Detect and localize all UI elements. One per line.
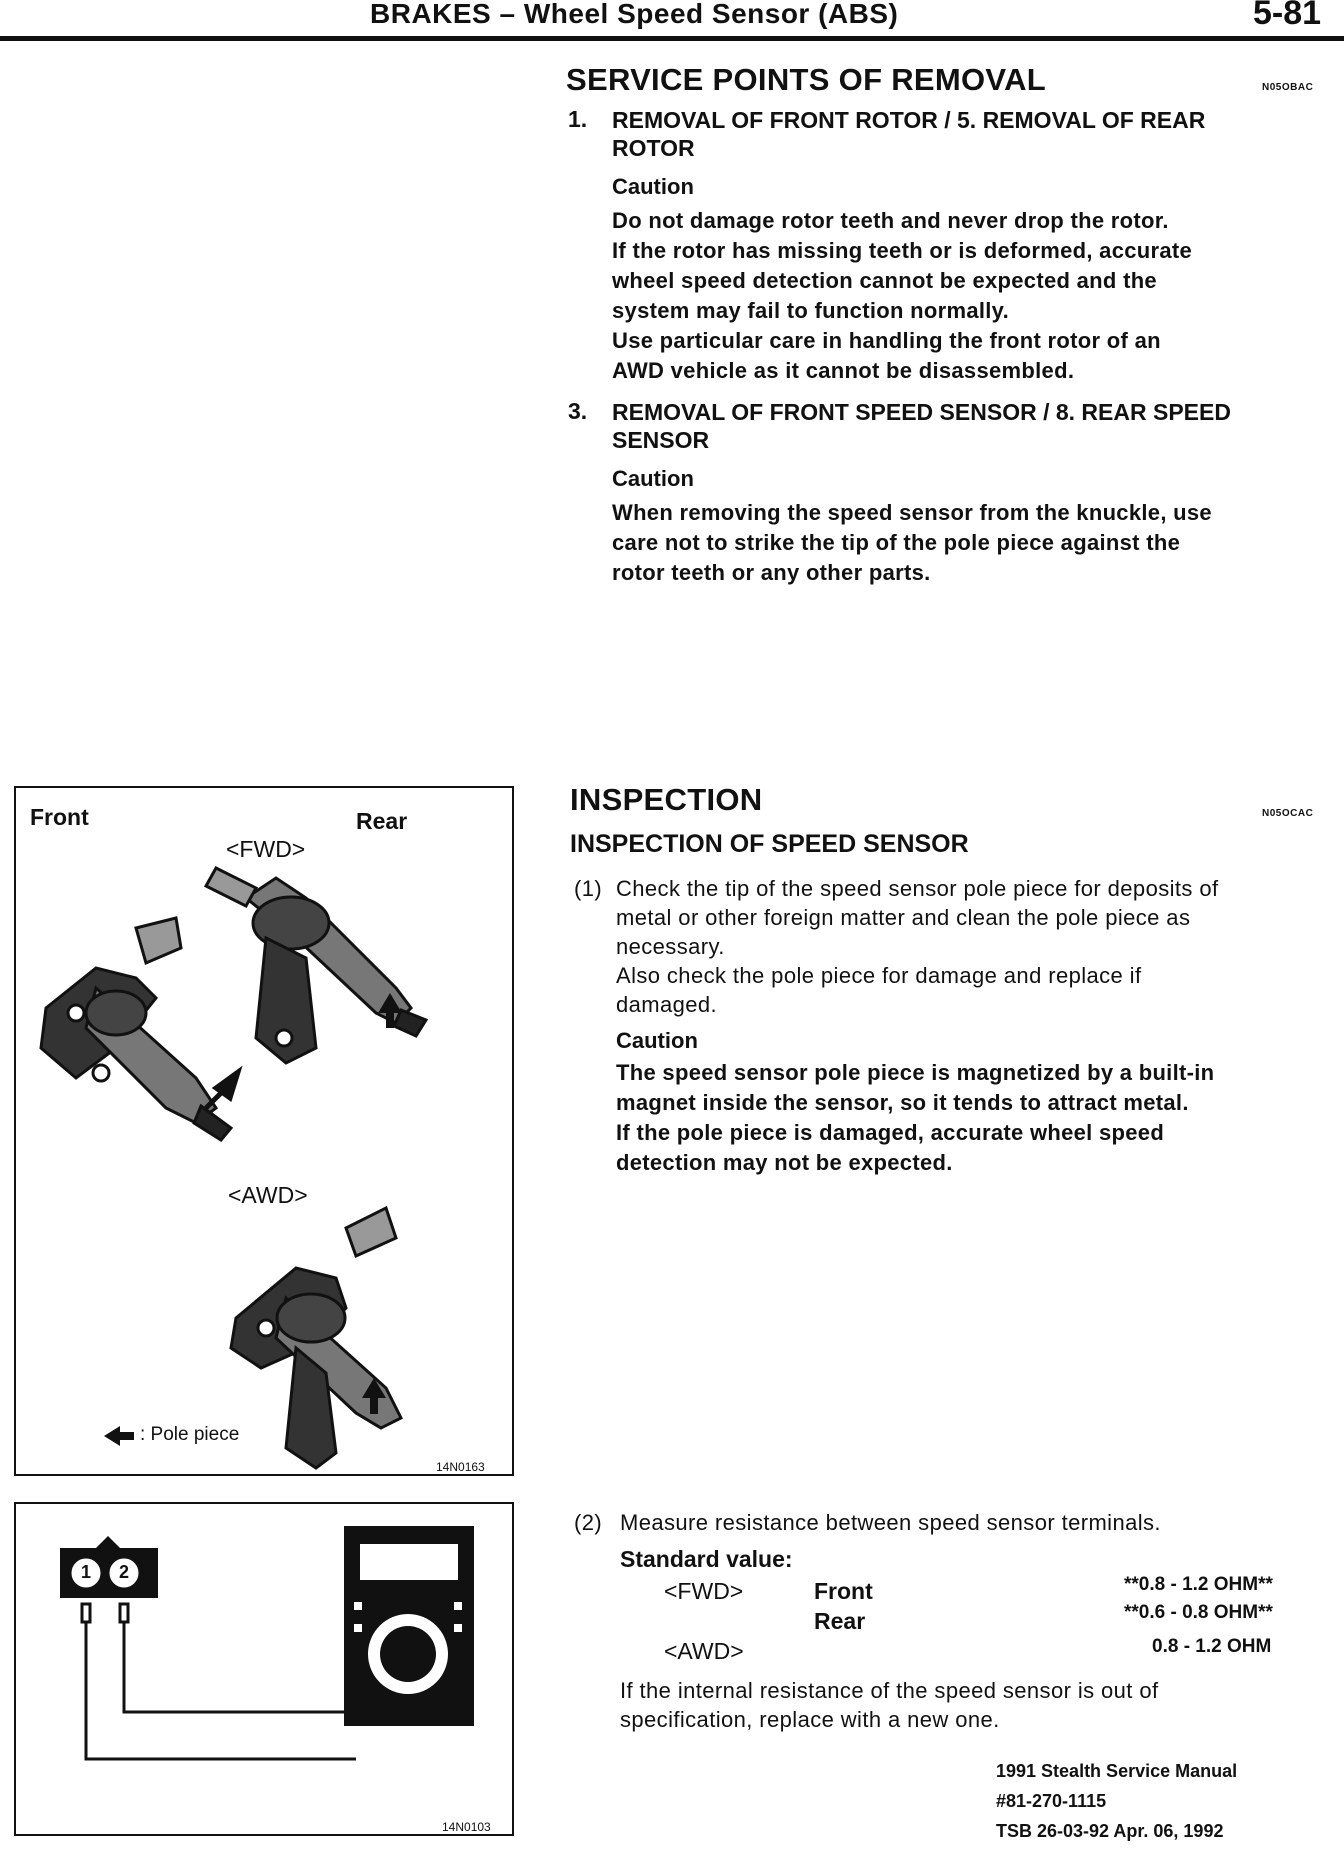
spec-drive-fwd: <FWD> — [664, 1578, 744, 1604]
text-line: Do not damage rotor teeth and never drop the rotor. — [612, 208, 1169, 233]
page-header-title: BRAKES – Wheel Speed Sensor (ABS) — [370, 0, 899, 29]
text-line: metal or other foreign matter and clean the pole piece as — [616, 905, 1191, 930]
removal-item1-title-2: ROTOR — [612, 135, 695, 161]
text-line: necessary. — [616, 934, 725, 959]
removal-item3-caution: Caution — [612, 466, 694, 491]
step2-note — [620, 1676, 1336, 1734]
figure-speed-sensors — [14, 786, 514, 1476]
meter-display — [360, 1544, 458, 1580]
removal-code: N05OBAC — [1262, 82, 1314, 93]
sensor-illustration — [16, 788, 512, 1474]
rear-sensor-drawing — [206, 868, 426, 1063]
text-line: specification, replace with a new one. — [620, 1707, 1000, 1732]
text-line: system may fail to function normally. — [612, 298, 1010, 323]
text-line: If the internal resistance of the speed sensor is out of — [620, 1678, 1159, 1703]
removal-item1-title-1: REMOVAL OF FRONT ROTOR / 5. REMOVAL OF REAR — [612, 107, 1206, 133]
standard-value-label: Standard value: — [620, 1546, 793, 1572]
inspection-subheading: INSPECTION OF SPEED SENSOR — [570, 830, 969, 858]
legend-arrow-icon — [104, 1426, 134, 1446]
figure-rear-label: Rear — [356, 808, 408, 834]
figure-front-label: Front — [30, 804, 89, 830]
spec-position-rear: Rear — [814, 1608, 866, 1634]
removal-item3-number: 3. — [568, 398, 588, 424]
text-line: The speed sensor pole piece is magnetized by a built-in — [616, 1060, 1215, 1085]
text-line: detection may not be expected. — [616, 1150, 953, 1175]
probe-wire-2 — [124, 1622, 356, 1712]
header-rule — [0, 36, 1344, 41]
probe-wire-1 — [86, 1622, 356, 1759]
figure-legend: : Pole piece — [140, 1424, 240, 1445]
inspection-code: N05OCAC — [1262, 808, 1314, 819]
removal-item3-text — [612, 498, 1332, 588]
text-line: Check the tip of the speed sensor pole piece for deposits of — [616, 876, 1219, 901]
inspection-heading: INSPECTION — [570, 782, 763, 817]
figure-code: 14N0163 — [436, 1460, 485, 1474]
text-line: care not to strike the tip of the pole piece against the — [612, 530, 1181, 555]
text-line: If the pole piece is damaged, accurate wheel speed — [616, 1120, 1165, 1145]
figure-awd-label: <AWD> — [228, 1182, 308, 1208]
footer-line-3: TSB 26-03-92 Apr. 06, 1992 — [996, 1821, 1224, 1841]
step1-caution-text — [616, 1058, 1336, 1178]
removal-item3-title-1: REMOVAL OF FRONT SPEED SENSOR / 8. REAR SPEED — [612, 399, 1231, 425]
step1-text — [616, 874, 1336, 1019]
footer-line-1: 1991 Stealth Service Manual — [996, 1761, 1238, 1781]
removal-item3-title-2: SENSOR — [612, 427, 710, 453]
pole-piece-arrow-icon — [206, 1072, 238, 1108]
text-line: AWD vehicle as it cannot be disassembled. — [612, 358, 1075, 383]
step1-caution: Caution — [616, 1028, 698, 1053]
step1-number: (1) — [574, 876, 603, 901]
terminal-1-label: 1 — [80, 1562, 91, 1582]
spec-position-front: Front — [814, 1578, 873, 1604]
text-line: Also check the pole piece for damage and replace if — [616, 963, 1142, 988]
page-number: 5-81 — [1253, 0, 1322, 32]
figure-code: 14N0103 — [442, 1820, 491, 1834]
removal-item1-text — [612, 206, 1332, 386]
footer-manual — [996, 1756, 1237, 1846]
figure-multimeter — [14, 1502, 514, 1836]
spec-drive-awd: <AWD> — [664, 1638, 744, 1664]
text-line: rotor teeth or any other parts. — [612, 560, 931, 585]
text-line: When removing the speed sensor from the knuckle, use — [612, 500, 1212, 525]
multimeter-illustration — [16, 1504, 512, 1834]
removal-item1-number: 1. — [568, 106, 588, 132]
awd-sensor-drawing — [231, 1208, 401, 1468]
step2-text: Measure resistance between speed sensor terminals. — [620, 1510, 1161, 1535]
terminal-2-label: 2 — [118, 1562, 129, 1582]
spec-value-awd: 0.8 - 1.2 OHM — [1152, 1636, 1272, 1657]
front-sensor-drawing — [41, 918, 231, 1140]
text-line: damaged. — [616, 992, 718, 1017]
step2-number: (2) — [574, 1510, 603, 1535]
figure-fwd-label: <FWD> — [226, 836, 306, 862]
spec-value-fwd-rear: **0.6 - 0.8 OHM** — [1124, 1602, 1273, 1623]
text-line: Use particular care in handling the front rotor of an — [612, 328, 1161, 353]
text-line: magnet inside the sensor, so it tends to attract metal. — [616, 1090, 1189, 1115]
text-line: wheel speed detection cannot be expected and the — [612, 268, 1157, 293]
text-line: If the rotor has missing teeth or is deformed, accurate — [612, 238, 1193, 263]
footer-line-2: #81-270-1115 — [996, 1791, 1107, 1811]
removal-heading: SERVICE POINTS OF REMOVAL — [566, 62, 1047, 97]
removal-item1-caution: Caution — [612, 174, 694, 199]
spec-value-fwd-front: **0.8 - 1.2 OHM** — [1124, 1574, 1273, 1595]
